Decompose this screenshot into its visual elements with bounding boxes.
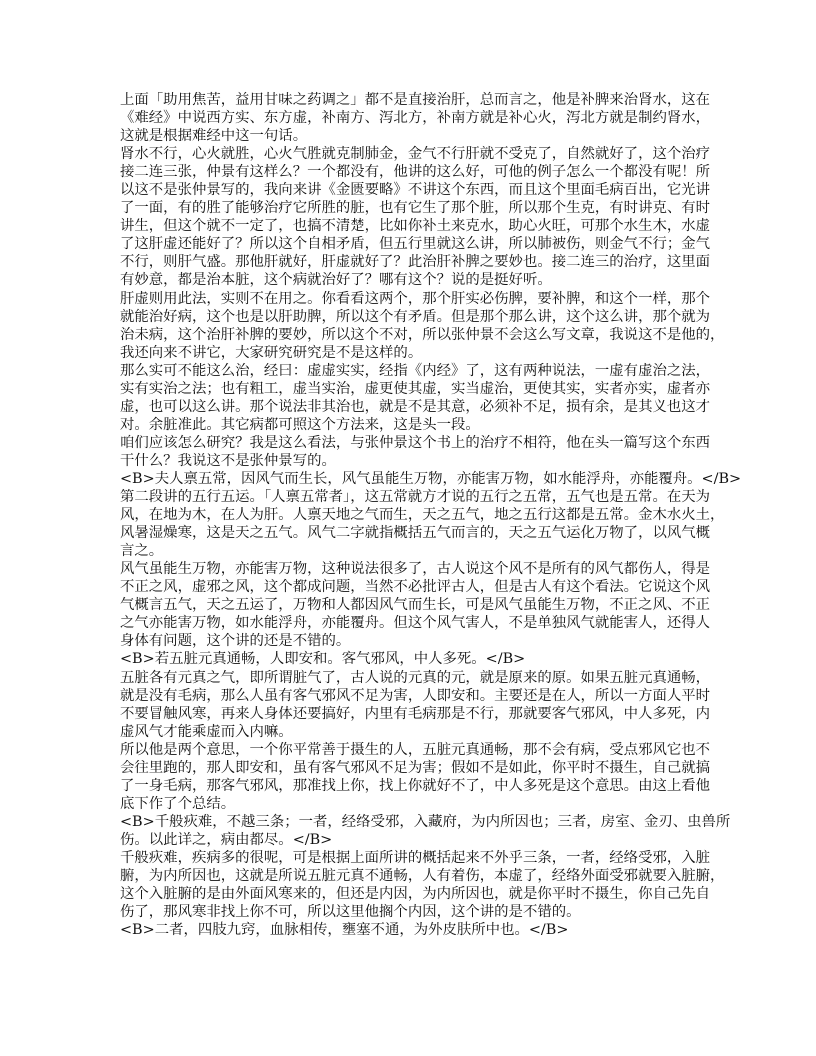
text-line: 就是没有毛病，那么人虽有客气邪风不足为害，人即安和。主要还是在人，所以一方面人平时 [120,687,711,704]
text-line: 所以他是两个意思，一个你平常善于摄生的人，五脏元真通畅，那不会有病，受点邪风它也不 [120,741,711,758]
text-line: 讲生，但这个就不一定了，也搞不清楚，比如你补土来克水，助心火旺，可那个水生木，水虚 [120,218,711,235]
text-line: 《难经》中说西方实、东方虚，补南方、泻北方，补南方就是补心火，泻北方就是制约肾水， [120,110,711,127]
text-line: 接二连三张，仲景有这样么？一个都没有，他讲的这么好，可他的例子怎么一个都没有呢！所 [120,164,711,181]
paragraph [120,91,710,145]
text-line: 风气虽能生万物，亦能害万物，这种说法很多了，古人说这个风不是所有的风气都伤人，得是 [120,561,711,578]
text-line: 了一身毛病，那客气邪风，那准找上你，找上你就好不了，中人多死是这个意思。由这上看他 [120,777,711,794]
text-line: 我还向来不讲它，大家研究研究是不是这样的。 [120,344,423,361]
text-line: 肝虚则用此法，实则不在用之。你看看这两个，那个肝实必伤脾，要补脾，和这个一样，那个 [120,290,711,307]
document-body [120,91,742,939]
text-line: 不行，则肝气盛。那他肝就好，肝虚就好了？此治肝补脾之要妙也。接二连三的治疗，这里面 [120,254,711,271]
text-line: <B>若五脏元真通畅，人即安和。客气邪风，中人多死。</B> [120,651,526,668]
paragraph [120,470,742,488]
text-line: <B>千般疢难，不越三条；一者，经络受邪，入藏府，为内所因也；三者，房室、金刃、虫兽所 [120,813,731,830]
text-line: 了一面，有的胜了能够治疗它所胜的脏，也有它生了那个脏，所以那个生克，有时讲克、有时 [120,200,711,217]
text-line: 实有实治之法；也有粗工，虚当实治，虚更使其虚，实当虚治，更使其实，实者亦实，虚者亦 [120,380,711,397]
text-line: 伤了，那风寒非找上你不可，所以这里他搁个内因，这个讲的是不错的。 [120,904,581,921]
text-line: 之气亦能害万物，如水能浮舟，亦能覆舟。但这个风气害人，不是单独风气就能害人，还得人 [120,615,711,632]
text-line: 虚，也可以这么讲。那个说法非其治也，就是不是其意，必须补不足，损有余，是其义也这才 [120,398,711,415]
text-line: 干什么？我说这不是张仲景写的。 [120,452,336,469]
text-line: 言之。 [120,543,164,560]
text-line: 气概言五气，天之五运了，万物和人都因风气而生长，可是风气虽能生万物，不正之风、不正 [120,597,711,614]
paragraph [120,362,710,434]
paragraph [120,849,725,921]
text-line: 了这肝虚还能好了？所以这个自相矛盾，但五行里就这么讲，所以肺被伤，则金气不行；金气 [120,236,711,253]
text-line: 治未病，这个治肝补脾的要妙，所以这个不对，所以张仲景不会这么写文章，我说这不是他的， [120,326,725,343]
paragraph [120,650,710,668]
paragraph [120,560,710,650]
text-line: 腑，为内所因也，这就是所说五脏元真不通畅，人有着伤，本虚了，经络外面受邪就要入脏腑， [120,868,725,885]
paragraph [120,921,710,939]
paragraph [120,741,710,813]
text-line: 身体有问题，这个讲的还是不错的。 [120,633,351,650]
paragraph [120,669,710,741]
text-line: 肾水不行，心火就胜，心火气胜就克制肺金，金气不行肝就不受克了，自然就好了，这个治疗 [120,146,711,163]
text-line: 会往里跑的，那人即安和，虽有客气邪风不足为害；假如不是如此，你平时不摄生，自己就搞 [120,759,711,776]
paragraph [120,145,710,289]
text-line: 不正之风，虚邪之风，这个都成问题，当然不必批评古人，但是古人有这个看法。它说这个风 [120,579,711,596]
text-line: 第二段讲的五行五运。「人禀五常者」，这五常就方才说的五行之五常，五气也是五常。在天为 [120,489,711,506]
text-line: 伤。以此详之，病由都尽。</B> [120,831,333,848]
text-line: <B>夫人禀五常，因风气而生长，风气虽能生万物，亦能害万物，如水能浮舟，亦能覆舟。</B> [120,470,742,487]
text-line: 那么实可不能这么治，经曰：虚虚实实，经指《内经》了，这有两种说法，一虚有虚治之法， [120,362,711,379]
paragraph [120,813,731,849]
text-line: 风暑湿燥寒，这是天之五气。风气二字就指概括五气而言的，天之五气运化万物了，以风气概 [120,525,711,542]
text-line: 咱们应该怎么研究？我是这么看法，与张仲景这个书上的治疗不相符，他在头一篇写这个东西 [120,434,711,451]
paragraph [120,290,725,362]
paragraph [120,488,725,560]
text-line: 就能治好病，这个也是以肝助脾，所以这个有矛盾。但是那个那么讲，这个这么讲，那个就为 [120,308,711,325]
text-line: 不要冒触风寒，再来人身体还要搞好，内里有毛病那是不行，那就要客气邪风，中人多死，内 [120,705,711,722]
text-line: 五脏各有元真之气，即所谓脏气了，古人说的元真的元，就是原来的原。如果五脏元真通畅， [120,669,711,686]
text-line: 虚风气才能乘虚而入内嘛。 [120,723,293,740]
text-line: 这个入脏腑的是由外面风寒来的，但还是内因，为内所因也，就是你平时不摄生，你自己先自 [120,886,711,903]
text-line: <B>二者，四肢九窍，血脉相传，壅塞不通，为外皮肤所中也。</B> [120,922,569,939]
text-line: 对。余脏准此。其它病都可照这个方法来，这是头一段。 [120,416,480,433]
text-line: 千般疢难，疾病多的很呢，可是根据上面所讲的概括起来不外乎三条，一者，经络受邪，入脏 [120,849,711,866]
text-line: 风，在地为木，在人为肝。人禀天地之气而生，天之五气，地之五行这都是五常。金木水火土， [120,507,725,524]
text-line: 上面「助用焦苦，益用甘味之药调之」都不是直接治肝，总而言之，他是补脾来治肾水，这在 [120,92,711,108]
text-line: 这就是根据难经中这一句话。 [120,128,308,145]
text-line: 底下作了个总结。 [120,795,236,812]
text-line: 有妙意，都是治本脏，这个病就治好了？哪有这个？说的是挺好听。 [120,272,552,289]
text-line: 以这不是张仲景写的，我向来讲《金匮要略》不讲这个东西，而且这个里面毛病百出，它光讲 [120,182,711,199]
paragraph [120,434,710,470]
